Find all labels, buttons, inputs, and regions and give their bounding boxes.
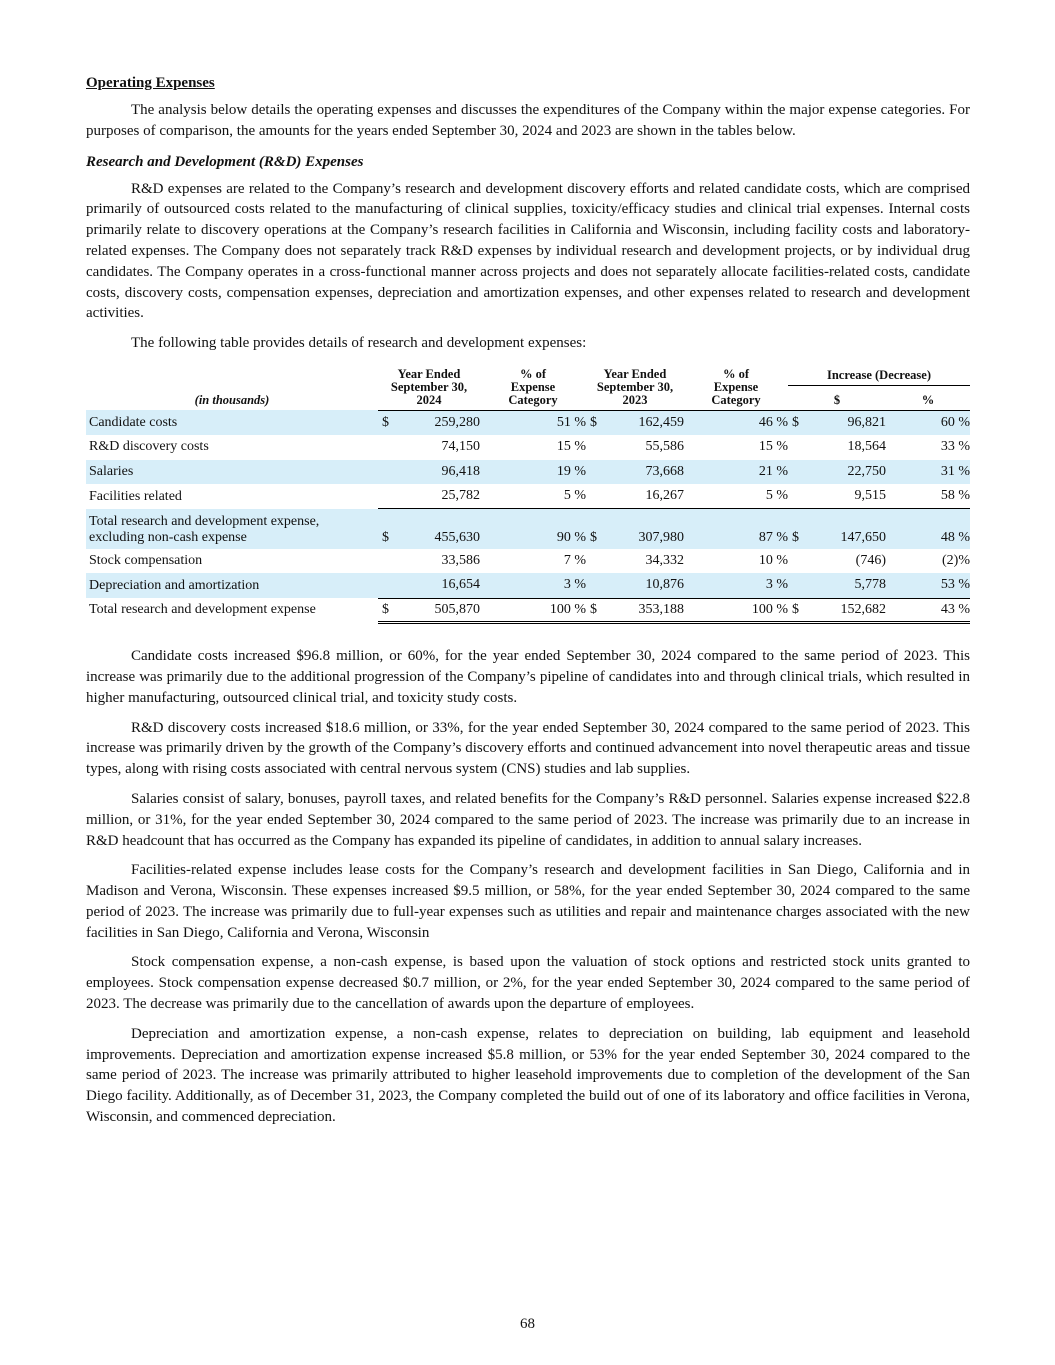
discussion-stock-compensation: Stock compensation expense, a non-cash expense, is based upon the valuation of stock options and restricted stock units granted to employees. Stock compensation expense decreased $0.7 million, or 2%, for the year ended September 30, 2024 compared to the same period of 2023. The decrease was primarily due to the cancellation of awards upon the departure of employees.: [86, 954, 970, 1013]
col-header-dollar: $: [788, 385, 886, 410]
col-header-2023: Year Ended September 30, 2023: [586, 368, 684, 411]
col-header-increase: Increase (Decrease): [788, 368, 970, 386]
intro-paragraph: The analysis below details the operating expenses and discusses the expenditures of the Company within the major expense categories. For purposes of comparison, the amounts for the years ended September 30, 2024 and 2023 are shown in the tables below.: [86, 102, 970, 139]
discussion-discovery-costs: R&D discovery costs increased $18.6 million, or 33%, for the year ended September 30, 2024 compared to the same period of 2023. This increase was primarily driven by the growth of the Company’s discovery efforts and continued advancement into novel therapeutic areas and tissue types, along with rising costs associated with central nervous system (CNS) studies and lab supplies.: [86, 719, 970, 778]
col-header-pct-2023: % of Expense Category: [684, 368, 788, 411]
rd-description-paragraph: R&D expenses are related to the Company’s research and development discovery efforts and related candidate costs, which are comprised primarily of outsourced costs related to the manufacturing of clinical supplies, toxicity/efficacy studies and clinical trial expenses. Internal costs primarily relate to discovery operations at the Company’s research facilities in California and Wisconsin, including facility costs and laboratory-related expenses. The Company does not separately track R&D expenses by individual research and development projects, or by individual drug candidates. The Company operates in a cross-functional manner across projects and does not separately allocate facilities-related costs, candidate costs, discovery costs, compensation expenses, depreciation and amortization expenses, and other expenses related to research and development activities.: [86, 180, 970, 322]
rd-expense-table: [86, 368, 970, 624]
table-row-subtotal: Total research and development expense, excluding non-cash expense $ 455,630 90 % $ 307,980 87 % $ 147,650 48 %: [86, 509, 970, 549]
col-header-pct-2024: % of Expense Category: [480, 368, 586, 411]
section-title: Operating Expenses: [86, 75, 215, 91]
discussion-candidate-costs: Candidate costs increased $96.8 million, or 60%, for the year ended September 30, 2024 compared to the same period of 2023. This increase was primarily due to the additional progression of the Company’s pipeline of candidates into and through clinical trials, which resulted in higher manufacturing, outsourced clinical trial, and toxicity study costs.: [86, 648, 970, 706]
table-row: Facilities related 25,782 5 % 16,267 5 % 9,515 58 %: [86, 484, 970, 509]
page-number: 68: [520, 1316, 535, 1332]
table-row: Salaries 96,418 19 % 73,668 21 % 22,750 31 %: [86, 460, 970, 485]
discussion-salaries: Salaries consist of salary, bonuses, payroll taxes, and related benefits for the Company’s R&D personnel. Salaries expense increased $22.8 million, or 31%, for the year ended September 30, 2024 compared to the same period of 2023. The increase was primarily due to an increase in R&D headcount that has occurred as the Company has expanded its pipeline of candidates, in addition to annual salary increases.: [86, 790, 970, 849]
col-header-percent: %: [886, 385, 970, 410]
table-row: Stock compensation 33,586 7 % 34,332 10 % (746) (2)%: [89, 553, 970, 569]
table-row: R&D discovery costs 74,150 15 % 55,586 15 % 18,564 33 %: [89, 439, 970, 455]
table-intro-paragraph: The following table provides details of research and development expenses:: [131, 335, 587, 352]
document-page: [86, 70, 970, 1137]
col-header-2024: Year Ended September 30, 2024: [378, 368, 480, 411]
table-row: Depreciation and amortization 16,654 3 % 10,876 3 % 5,778 53 %: [86, 573, 970, 598]
table-row: Candidate costs $ 259,280 51 % $ 162,459 46 % $ 96,821 60 %: [86, 410, 970, 435]
units-label: (in thousands): [194, 393, 270, 408]
table-row-total: Total research and development expense $ 505,870 100 % $ 353,188 100 % $ 152,682 43 %: [86, 598, 970, 623]
discussion-facilities: Facilities-related expense includes lease costs for the Company’s research and development facilities in San Diego, California and in Madison and Verona, Wisconsin. These expenses increased $9.5 million, or 58%, for the year ended September 30, 2024 compared to the same period of 2023. The increase was primarily due to full-year expenses such as utilities and repair and maintenance charges associated with the new facilities in San Diego, California and Verona, Wisconsin: [86, 862, 970, 941]
subsection-title: Research and Development (R&D) Expenses: [86, 153, 364, 170]
discussion-depreciation: Depreciation and amortization expense, a non-cash expense, relates to depreciation on building, lab equipment and leasehold improvements. Depreciation and amortization expense increased $5.8 million, or 53% for the year ended September 30, 2024 compared to the same period of 2023. The increase was primarily attributed to higher leasehold improvements due to completion of the development of the San Diego facility. Additionally, as of December 31, 2023, the Company completed the build out of one of its laboratory and office facilities in Verona, Wisconsin, and commenced depreciation.: [86, 1025, 970, 1126]
